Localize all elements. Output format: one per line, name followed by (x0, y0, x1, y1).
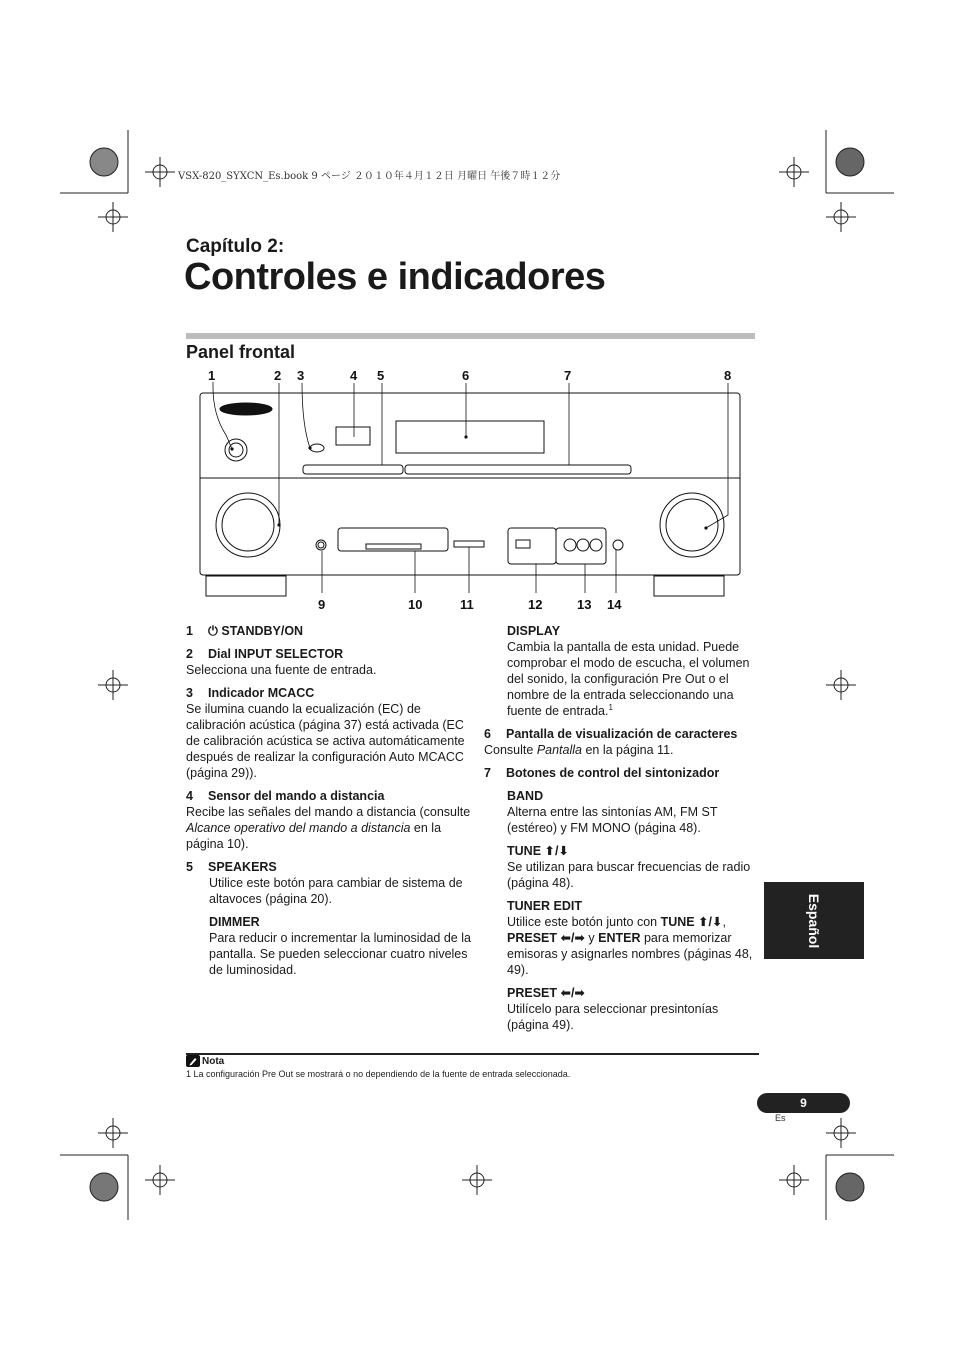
item-tuner-edit-text: Utilice este botón junto con TUNE ⬆/⬇, PRESET ⬅/➡ y ENTER para memorizar emisoras y asignarles nombres (páginas 48, 49). (507, 915, 753, 977)
front-panel-diagram (186, 365, 755, 615)
note-heading: Nota (186, 1055, 224, 1067)
language-side-tab: Español (764, 882, 864, 959)
remote-sensor (336, 427, 370, 445)
item-remote-sensor-text: Recibe las señales del mando a distancia (consulte Alcance operativo del mando a distancia en la página 10). (186, 805, 471, 851)
item-display-text: Cambia la pantalla de esta unidad. Puede comprobar el modo de escucha, el volumen del sonido, la configuración Pre Out o el nombre de la entrada seleccionando una fuente de entrada.$^1$ (507, 640, 750, 718)
item-band-heading: BAND (507, 789, 544, 803)
callout-14: 14 (607, 597, 622, 612)
power-icon: ⏻ (208, 624, 222, 638)
callout-4: 4 (350, 368, 358, 383)
chapter-label: Capítulo 2: (186, 236, 285, 257)
right-column (484, 623, 756, 1033)
mcacc-indicator (310, 444, 324, 452)
callout-13: 13 (577, 597, 592, 612)
callout-5: 5 (377, 368, 385, 383)
footnote-text: 1 La configuración Pre Out se mostrará o no dependiendo de la fuente de entrada seleccionada. (186, 1069, 571, 1079)
item-char-display-text: Consulte Pantalla en la página 11. (484, 743, 674, 757)
note-divider (186, 1053, 759, 1055)
standby-knob (225, 439, 247, 461)
item-preset-text: Utilícelo para seleccionar presintonías (página 49). (507, 1002, 719, 1032)
item-tuner-edit-heading: TUNER EDIT (507, 899, 582, 913)
callout-1: 1 (208, 368, 216, 383)
callout-12: 12 (528, 597, 543, 612)
item-display-heading: DISPLAY (507, 624, 561, 638)
input-selector-dial (216, 493, 280, 557)
pencil-note-icon (186, 1055, 200, 1067)
footnote-ref: 1 (608, 702, 613, 712)
item-standby-heading: 1 ⏻ STANDBY/ON (186, 624, 304, 638)
item-dimmer-text: Para reducir o incrementar la luminosidad de la pantalla. Se pueden seleccionar cuatro niveles de luminosidad. (209, 931, 471, 977)
item-tune-text: Se utilizan para buscar frecuencias de radio (página 48). (507, 860, 751, 890)
callout-9: 9 (318, 597, 326, 612)
item-speakers-text: Utilice este botón para cambiar de sistema de altavoces (página 20). (209, 876, 463, 906)
callout-7: 7 (564, 368, 572, 383)
item-input-selector-heading: 2 Dial INPUT SELECTOR (186, 647, 344, 661)
page-title: Controles e indicadores (184, 256, 606, 298)
callout-3: 3 (297, 368, 305, 383)
item-band-text: Alterna entre las sintonías AM, FM ST (estéreo) y FM MONO (página 48). (507, 805, 718, 835)
left-column (186, 623, 476, 978)
pioneer-logo (220, 403, 272, 415)
item-char-display-heading: 6 Pantalla de visualización de caracteres (484, 727, 738, 741)
item-dimmer-heading: DIMMER (209, 915, 260, 929)
section-title: Panel frontal (186, 342, 296, 362)
master-volume-dial (660, 493, 724, 557)
item-speakers-heading: 5 SPEAKERS (186, 860, 277, 874)
print-header-line: VSX-820_SYXCN_Es.book 9 ページ ２０１０年４月１２日 月曜日 午後７時１２分 (178, 171, 561, 182)
callout-6: 6 (462, 368, 470, 383)
receiver-body (200, 393, 740, 575)
page-number: 9 (757, 1093, 850, 1113)
page-language-code: Es (775, 1113, 786, 1123)
callout-2: 2 (274, 368, 282, 383)
item-tuner-controls-heading: 7 Botones de control del sintonizador (484, 766, 720, 780)
item-mcacc-text: Se ilumina cuando la ecualización (EC) de calibración acústica (página 37) está activada (EC de calibración acústica se activa automáticamente después de realizar la configuración Auto MCACC (página 29)). (186, 702, 465, 780)
callout-8: 8 (724, 368, 732, 383)
callout-11: 11 (460, 597, 474, 612)
item-mcacc-heading: 3 Indicador MCACC (186, 686, 315, 700)
item-tune-heading: TUNE ⬆/⬇ (507, 844, 569, 858)
character-display (396, 421, 544, 453)
section-rule (186, 333, 755, 339)
item-input-selector-text: Selecciona una fuente de entrada. (186, 663, 377, 677)
item-preset-heading: PRESET ⬅/➡ (507, 986, 585, 1000)
callout-10: 10 (408, 597, 423, 612)
item-remote-sensor-heading: 4 Sensor del mando a distancia (186, 789, 385, 803)
